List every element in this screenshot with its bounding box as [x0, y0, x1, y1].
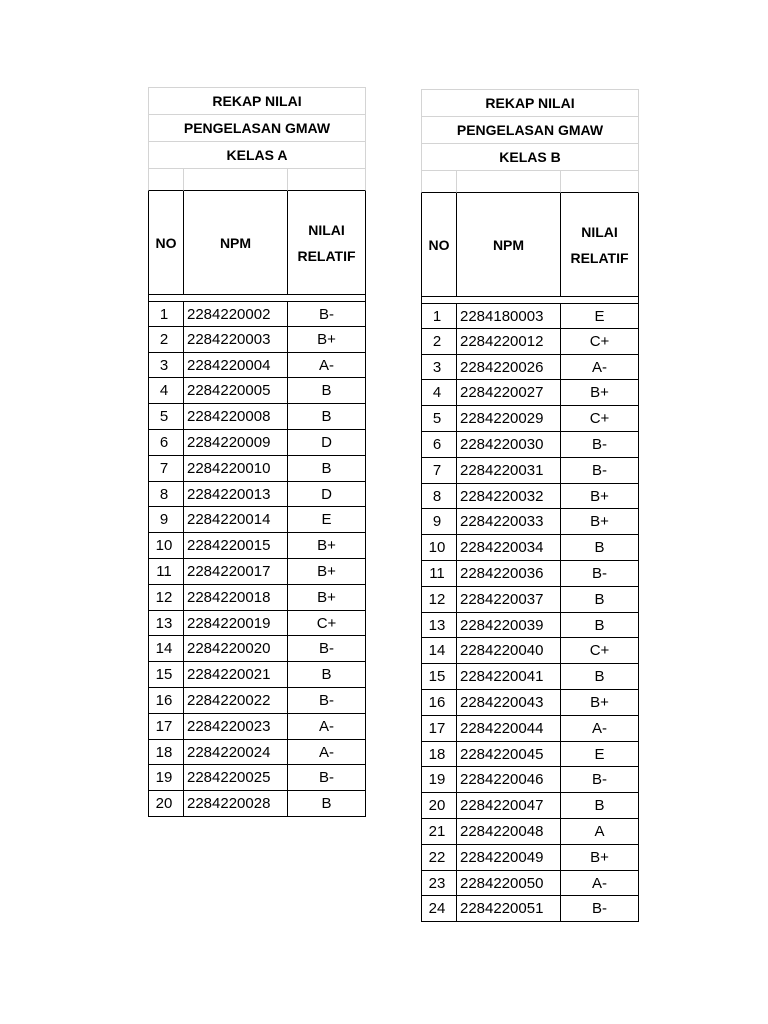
row-number: 14 [421, 638, 457, 664]
row-number: 21 [421, 819, 457, 845]
npm-cell: 2284220048 [457, 819, 561, 845]
header-nilai-relatif [288, 191, 366, 295]
npm-cell: 2284220008 [184, 404, 288, 430]
grade-cell: B+ [561, 509, 639, 535]
row-number: 17 [148, 714, 184, 740]
table-row [421, 690, 639, 716]
blank-cell [148, 169, 184, 191]
table-row [148, 559, 366, 585]
blank-row [148, 169, 366, 191]
npm-cell: 2284220009 [184, 430, 288, 456]
grade-cell: A- [561, 716, 639, 742]
grade-cell: B [561, 535, 639, 561]
table-row [421, 613, 639, 639]
npm-cell: 2284220036 [457, 561, 561, 587]
title-line-3: KELAS B [421, 144, 639, 171]
table-row [421, 561, 639, 587]
row-number: 1 [421, 303, 457, 329]
grade-cell: B+ [288, 533, 366, 559]
npm-cell: 2284220051 [457, 896, 561, 922]
table-row [421, 742, 639, 768]
npm-cell: 2284220041 [457, 664, 561, 690]
npm-cell: 2284220033 [457, 509, 561, 535]
row-number: 7 [421, 458, 457, 484]
header-no: NO [148, 191, 184, 295]
npm-cell: 2284180003 [457, 303, 561, 329]
header-nilai-line2: RELATIF [570, 249, 629, 266]
table-row [148, 378, 366, 404]
header-npm: NPM [457, 193, 561, 297]
npm-cell: 2284220031 [457, 458, 561, 484]
table-row [148, 688, 366, 714]
grade-cell: B+ [561, 380, 639, 406]
grade-table-kelas-b [421, 89, 639, 922]
table-row [148, 482, 366, 508]
table-row [148, 636, 366, 662]
row-number: 4 [148, 378, 184, 404]
table-row [421, 587, 639, 613]
table-row [421, 432, 639, 458]
header-nilai-relatif [561, 193, 639, 297]
grade-cell: B [288, 404, 366, 430]
table-row [421, 664, 639, 690]
blank-cell [457, 171, 561, 193]
npm-cell: 2284220023 [184, 714, 288, 740]
grade-cell: B- [288, 301, 366, 327]
grade-cell: B+ [561, 845, 639, 871]
table-row [148, 507, 366, 533]
grade-cell: B [561, 587, 639, 613]
grade-cell: B- [288, 688, 366, 714]
row-number: 19 [421, 767, 457, 793]
table-row [421, 871, 639, 897]
table-row [421, 793, 639, 819]
row-number: 17 [421, 716, 457, 742]
row-number: 11 [148, 559, 184, 585]
npm-cell: 2284220021 [184, 662, 288, 688]
table-row [421, 355, 639, 381]
row-number: 8 [421, 484, 457, 510]
row-number: 18 [148, 740, 184, 766]
row-number: 20 [148, 791, 184, 817]
npm-cell: 2284220050 [457, 871, 561, 897]
table-row [421, 380, 639, 406]
row-number: 13 [148, 611, 184, 637]
grade-cell: B [288, 791, 366, 817]
grade-cell: E [561, 742, 639, 768]
table-row [421, 484, 639, 510]
row-number: 10 [421, 535, 457, 561]
row-number: 23 [421, 871, 457, 897]
grade-cell: B- [561, 561, 639, 587]
npm-cell: 2284220005 [184, 378, 288, 404]
blank-cell [421, 171, 457, 193]
npm-cell: 2284220046 [457, 767, 561, 793]
npm-cell: 2284220015 [184, 533, 288, 559]
header-no: NO [421, 193, 457, 297]
data-rows [148, 301, 366, 817]
table-row [148, 353, 366, 379]
grade-cell: B+ [288, 559, 366, 585]
row-number: 14 [148, 636, 184, 662]
table-row [148, 765, 366, 791]
data-rows [421, 303, 639, 922]
grade-cell: B [561, 613, 639, 639]
npm-cell: 2284220044 [457, 716, 561, 742]
row-number: 4 [421, 380, 457, 406]
grade-cell: C+ [561, 406, 639, 432]
npm-cell: 2284220024 [184, 740, 288, 766]
grade-cell: B [288, 378, 366, 404]
npm-cell: 2284220025 [184, 765, 288, 791]
row-number: 8 [148, 482, 184, 508]
grade-cell: B+ [561, 484, 639, 510]
title-line-2: PENGELASAN GMAW [421, 117, 639, 144]
npm-cell: 2284220003 [184, 327, 288, 353]
row-number: 2 [148, 327, 184, 353]
grade-cell: B [288, 662, 366, 688]
table-row [421, 716, 639, 742]
table-row [148, 585, 366, 611]
grade-cell: B+ [288, 327, 366, 353]
row-number: 19 [148, 765, 184, 791]
npm-cell: 2284220020 [184, 636, 288, 662]
row-number: 6 [148, 430, 184, 456]
title-line-1: REKAP NILAI [148, 87, 366, 115]
row-number: 9 [421, 509, 457, 535]
npm-cell: 2284220040 [457, 638, 561, 664]
npm-cell: 2284220002 [184, 301, 288, 327]
table-row [148, 430, 366, 456]
table-row [421, 767, 639, 793]
title-line-1: REKAP NILAI [421, 89, 639, 117]
npm-cell: 2284220013 [184, 482, 288, 508]
table-row [421, 329, 639, 355]
npm-cell: 2284220027 [457, 380, 561, 406]
title-line-3: KELAS A [148, 142, 366, 169]
row-number: 1 [148, 301, 184, 327]
npm-cell: 2284220028 [184, 791, 288, 817]
grade-cell: B+ [561, 690, 639, 716]
row-number: 6 [421, 432, 457, 458]
grade-cell: B [561, 793, 639, 819]
row-number: 5 [421, 406, 457, 432]
table-row [421, 638, 639, 664]
npm-cell: 2284220017 [184, 559, 288, 585]
npm-cell: 2284220029 [457, 406, 561, 432]
npm-cell: 2284220049 [457, 845, 561, 871]
table-row [421, 509, 639, 535]
table-row [421, 845, 639, 871]
grade-cell: B- [561, 896, 639, 922]
title-line-2: PENGELASAN GMAW [148, 115, 366, 142]
grade-cell: E [561, 303, 639, 329]
grade-cell: D [288, 482, 366, 508]
npm-cell: 2284220032 [457, 484, 561, 510]
grade-cell: B- [561, 767, 639, 793]
table-row [421, 303, 639, 329]
row-number: 9 [148, 507, 184, 533]
table-row [421, 535, 639, 561]
npm-cell: 2284220043 [457, 690, 561, 716]
header-nilai-line1: NILAI [308, 221, 345, 238]
npm-cell: 2284220019 [184, 611, 288, 637]
row-number: 24 [421, 896, 457, 922]
blank-cell [561, 171, 639, 193]
grade-cell: B- [561, 458, 639, 484]
row-number: 3 [148, 353, 184, 379]
row-number: 20 [421, 793, 457, 819]
npm-cell: 2284220018 [184, 585, 288, 611]
table-row [148, 533, 366, 559]
npm-cell: 2284220022 [184, 688, 288, 714]
grade-cell: A- [288, 740, 366, 766]
grade-cell: B- [288, 636, 366, 662]
grade-cell: C+ [561, 329, 639, 355]
row-number: 11 [421, 561, 457, 587]
npm-cell: 2284220030 [457, 432, 561, 458]
grade-cell: B- [561, 432, 639, 458]
grade-cell: A [561, 819, 639, 845]
row-number: 16 [148, 688, 184, 714]
row-number: 2 [421, 329, 457, 355]
grade-cell: A- [561, 355, 639, 381]
grade-table-kelas-a [148, 87, 366, 817]
grade-cell: B- [288, 765, 366, 791]
grade-cell: A- [561, 871, 639, 897]
table-row [148, 611, 366, 637]
blank-cell [184, 169, 288, 191]
column-header-row [148, 191, 366, 295]
row-number: 12 [148, 585, 184, 611]
row-number: 15 [148, 662, 184, 688]
row-number: 7 [148, 456, 184, 482]
row-number: 10 [148, 533, 184, 559]
npm-cell: 2284220012 [457, 329, 561, 355]
grade-cell: A- [288, 714, 366, 740]
table-row [148, 404, 366, 430]
table-row [421, 406, 639, 432]
header-nilai-line2: RELATIF [297, 247, 356, 264]
table-row [148, 327, 366, 353]
row-number: 22 [421, 845, 457, 871]
table-row [148, 662, 366, 688]
header-npm: NPM [184, 191, 288, 295]
grade-cell: B [288, 456, 366, 482]
grade-cell: B [561, 664, 639, 690]
blank-cell [288, 169, 366, 191]
table-row [148, 791, 366, 817]
table-row [148, 301, 366, 327]
row-number: 15 [421, 664, 457, 690]
npm-cell: 2284220039 [457, 613, 561, 639]
grade-cell: A- [288, 353, 366, 379]
npm-cell: 2284220034 [457, 535, 561, 561]
grade-cell: B+ [288, 585, 366, 611]
grade-cell: C+ [288, 611, 366, 637]
grade-cell: D [288, 430, 366, 456]
row-number: 3 [421, 355, 457, 381]
table-row [421, 896, 639, 922]
npm-cell: 2284220014 [184, 507, 288, 533]
npm-cell: 2284220010 [184, 456, 288, 482]
row-number: 16 [421, 690, 457, 716]
npm-cell: 2284220045 [457, 742, 561, 768]
table-row [421, 458, 639, 484]
npm-cell: 2284220047 [457, 793, 561, 819]
grade-cell: C+ [561, 638, 639, 664]
blank-row [421, 171, 639, 193]
table-row [421, 819, 639, 845]
table-row [148, 740, 366, 766]
column-header-row [421, 193, 639, 297]
npm-cell: 2284220037 [457, 587, 561, 613]
row-number: 13 [421, 613, 457, 639]
npm-cell: 2284220004 [184, 353, 288, 379]
npm-cell: 2284220026 [457, 355, 561, 381]
row-number: 18 [421, 742, 457, 768]
grade-cell: E [288, 507, 366, 533]
header-nilai-line1: NILAI [581, 223, 618, 240]
row-number: 12 [421, 587, 457, 613]
table-row [148, 714, 366, 740]
row-number: 5 [148, 404, 184, 430]
table-row [148, 456, 366, 482]
